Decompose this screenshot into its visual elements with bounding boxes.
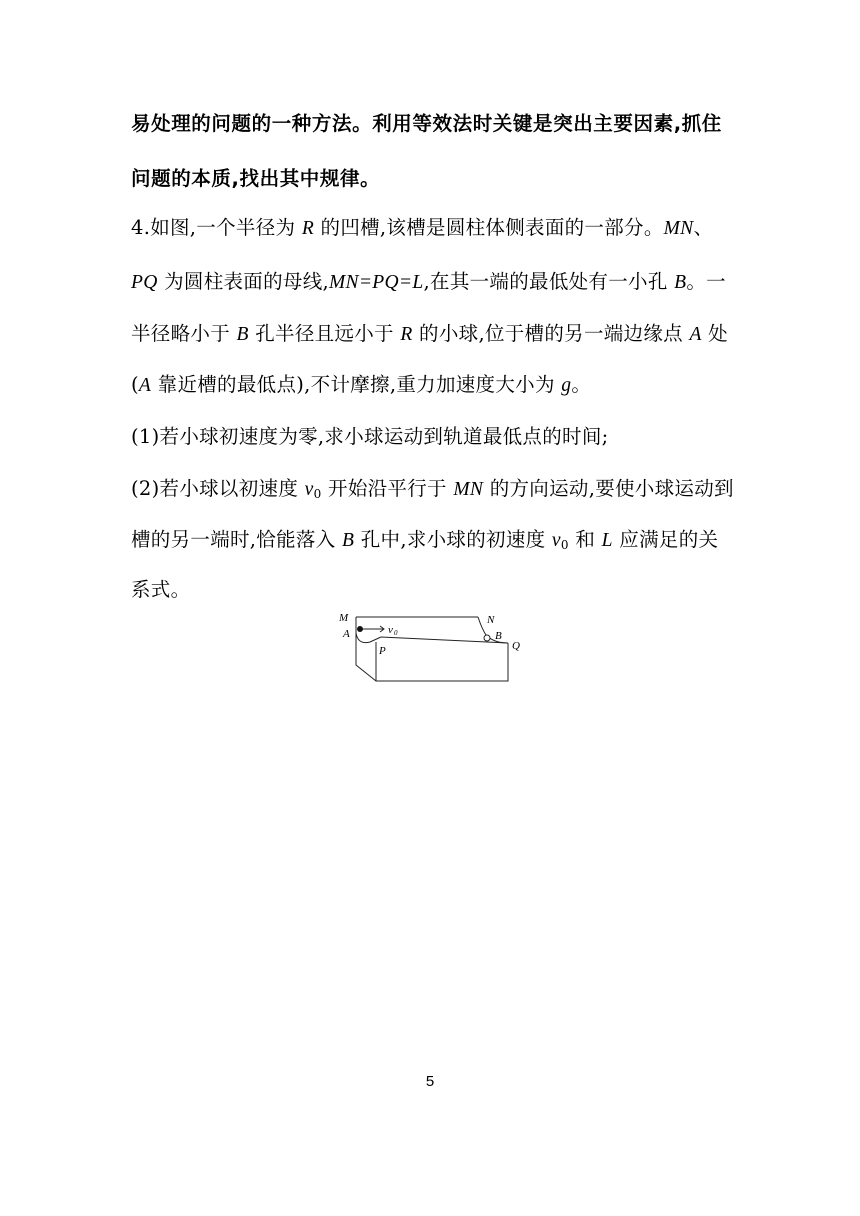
problem-question-2-end: 系式。 [131,578,191,601]
problem-question-2: (2)若小球以初速度 $v_0$ 开始沿平行于 MN 的方向运动,要使小球运动到 [131,477,734,501]
problem-question-2-cont: 槽的另一端时,恰能落入 B 孔中,求小球的初速度 $v_0$ 和 L 应满足的关 [131,528,719,552]
intro-line-1: 易处理的问题的一种方法。利用等效法时关键是突出主要因素,抓住 [131,112,722,135]
hole-B [484,635,490,641]
page-number: 5 [425,1073,435,1090]
problem-line-1: 4.如图,一个半径为 R 的凹槽,该槽是圆柱体侧表面的一部分。MN、 [131,216,714,239]
label-v: v [388,624,393,636]
block-front-face [376,642,508,681]
label-P: P [379,645,386,657]
label-N: N [487,614,495,626]
groove-diagram [336,609,536,685]
ball [357,626,363,632]
intro-line-2: 问题的本质,找出其中规律。 [131,167,381,190]
label-v-sub: 0 [394,629,398,637]
problem-line-2: PQ 为圆柱表面的母线,MN=PQ=L,在其一端的最低处有一小孔 B。一 [131,270,726,293]
label-M: M [339,612,349,624]
label-B: B [495,630,502,642]
problem-line-4: (A 靠近槽的最低点),不计摩擦,重力加速度大小为 g。 [131,373,592,396]
label-Q: Q [512,640,520,652]
label-A: A [343,628,350,640]
problem-question-1: (1)若小球初速度为零,求小球运动到轨道最低点的时间; [131,425,609,448]
problem-line-3: 半径略小于 B 孔半径且远小于 R 的小球,位于槽的另一端边缘点 A 处 [131,322,728,345]
